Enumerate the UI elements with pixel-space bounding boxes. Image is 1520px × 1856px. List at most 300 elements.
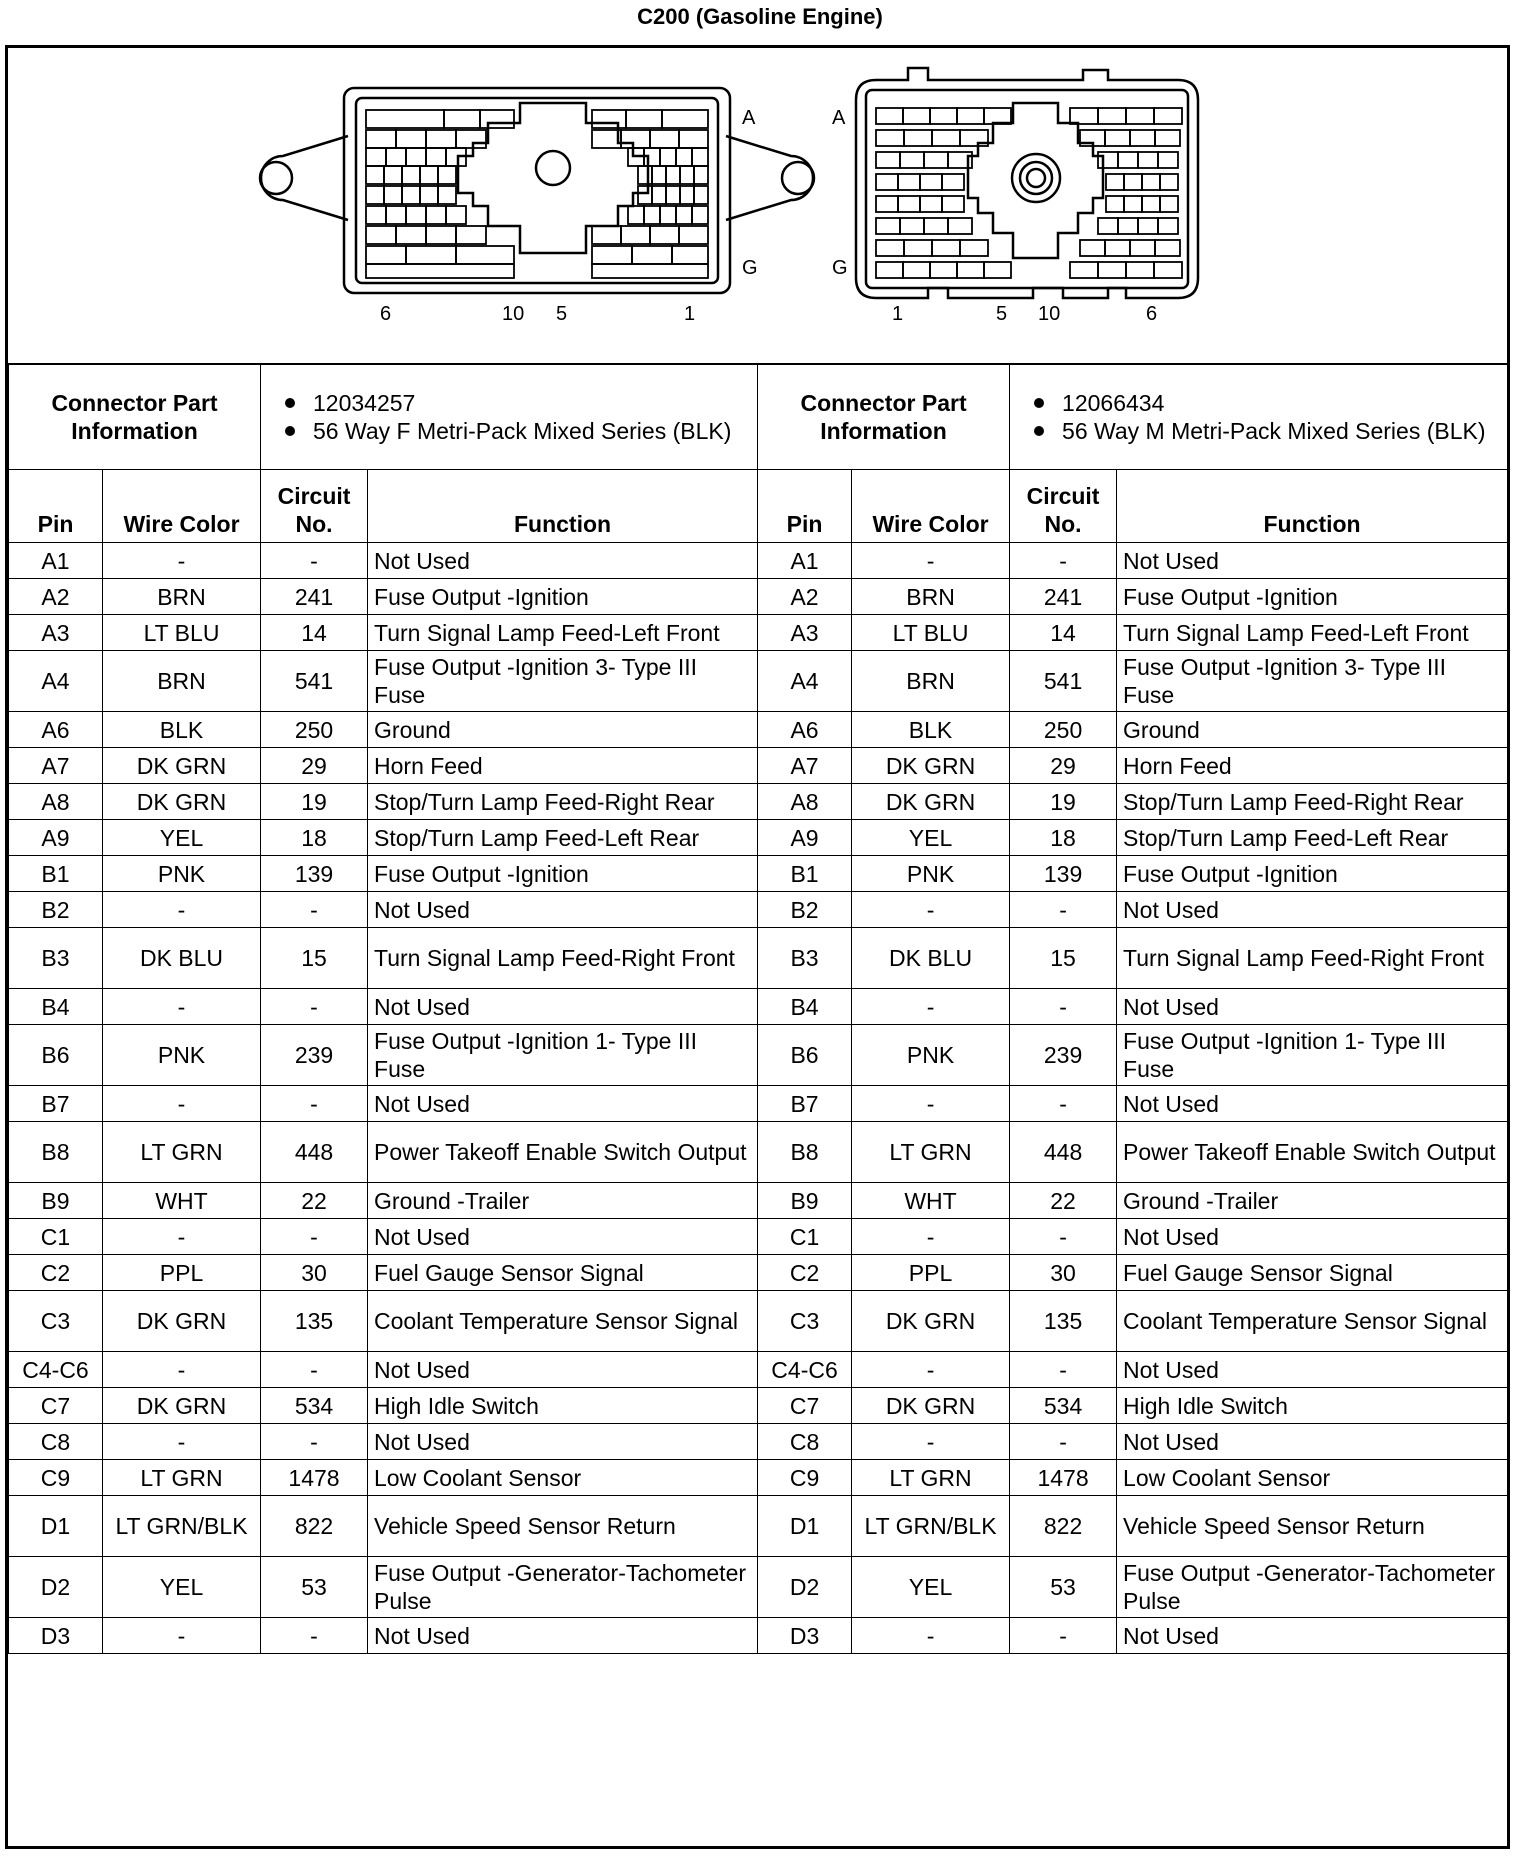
left-pin-label-1: 1 (684, 303, 696, 325)
connector-cavity (366, 148, 386, 166)
connector-cavity (876, 174, 898, 190)
table-row (9, 543, 1508, 579)
pin-cell: B2 (9, 892, 103, 928)
connector-cavity (680, 166, 694, 184)
connector-cavity (396, 130, 426, 148)
connector-diagram-area (8, 48, 1507, 365)
pin-cell: A4 (9, 651, 103, 712)
wire-color-cell: - (852, 1352, 1010, 1388)
circuit-cell: 22 (261, 1183, 368, 1219)
connector-cavity (1098, 152, 1118, 168)
pin-cell: B7 (758, 1086, 852, 1122)
circuit-cell: 1478 (1010, 1460, 1117, 1496)
pin-cell: B4 (9, 989, 103, 1025)
function-cell: Not Used (368, 989, 758, 1025)
pin-cell: B8 (9, 1122, 103, 1183)
circuit-cell: - (261, 1219, 368, 1255)
connector-cavity (402, 186, 420, 204)
connector-cavity (1154, 262, 1182, 278)
pin-cell: D2 (758, 1557, 852, 1618)
pin-cell: A1 (758, 543, 852, 579)
circuit-cell: 135 (1010, 1291, 1117, 1352)
wire-color-cell: - (852, 989, 1010, 1025)
connector-cavity (650, 226, 679, 244)
connector-cavity (1080, 240, 1105, 256)
circuit-cell: 534 (261, 1388, 368, 1424)
left-row-label-a: A (742, 107, 756, 129)
table-row (9, 1496, 1508, 1557)
function-cell: Turn Signal Lamp Feed-Right Front (368, 928, 758, 989)
table-row (9, 1122, 1508, 1183)
connector-cavity (679, 226, 708, 244)
connector-cavity (386, 148, 406, 166)
right-pin-label-1: 1 (892, 303, 904, 325)
bullet-icon (285, 398, 295, 408)
wire-color-cell: LT GRN/BLK (852, 1496, 1010, 1557)
wire-color-cell: BLK (103, 712, 261, 748)
circuit-cell: - (261, 892, 368, 928)
wire-color-cell: - (103, 1219, 261, 1255)
pin-cell: C3 (758, 1291, 852, 1352)
connector-cavity (662, 110, 708, 128)
connector-cavity (406, 246, 456, 264)
function-cell: Not Used (368, 1352, 758, 1388)
circuit-cell: 139 (261, 856, 368, 892)
circuit-cell: 19 (1010, 784, 1117, 820)
pin-cell: A6 (758, 712, 852, 748)
page-title: C200 (Gasoline Engine) (637, 4, 883, 29)
connector-cavity (904, 130, 932, 146)
table-row (9, 892, 1508, 928)
pin-cell: C4-C6 (9, 1352, 103, 1388)
function-cell: Power Takeoff Enable Switch Output (1117, 1122, 1508, 1183)
pin-cell: C8 (9, 1424, 103, 1460)
table-row (9, 784, 1508, 820)
wire-color-cell: BRN (852, 651, 1010, 712)
circuit-cell: 18 (261, 820, 368, 856)
left-connector-drawing (260, 88, 814, 293)
table-row (9, 1424, 1508, 1460)
connector-cavity (1142, 174, 1160, 190)
connector-cavity (592, 130, 621, 148)
pin-cell: D3 (9, 1618, 103, 1654)
connector-cavity (1098, 218, 1118, 234)
connector-cavity (904, 240, 932, 256)
table-row (9, 1460, 1508, 1496)
wire-color-cell: - (852, 1219, 1010, 1255)
function-cell: Horn Feed (1117, 748, 1508, 784)
function-cell: Ground -Trailer (1117, 1183, 1508, 1219)
wire-color-cell: DK GRN (103, 748, 261, 784)
wire-color-cell: PNK (103, 856, 261, 892)
function-cell: Coolant Temperature Sensor Signal (1117, 1291, 1508, 1352)
connector-cavity (366, 166, 384, 184)
pin-cell: C1 (758, 1219, 852, 1255)
connector-cavity (942, 174, 964, 190)
connector-cavity (426, 148, 446, 166)
connector-cavity (426, 226, 456, 244)
right-row-label-g: G (832, 257, 848, 279)
connector-diagram (8, 48, 1507, 363)
function-cell: Fuse Output -Ignition (368, 579, 758, 615)
connector-cavity (876, 240, 904, 256)
wire-color-cell: - (103, 1086, 261, 1122)
function-cell: Not Used (1117, 1618, 1508, 1654)
connector-cavity (1126, 108, 1154, 124)
connector-cavity (898, 174, 920, 190)
table-row (9, 1352, 1508, 1388)
pinout-table (8, 363, 1508, 1654)
right-pin-label-5: 5 (996, 303, 1008, 325)
header-pin: Pin (758, 470, 852, 543)
header-wire-color: Wire Color (103, 470, 261, 543)
function-cell: Low Coolant Sensor (1117, 1460, 1508, 1496)
connector-cavity (900, 152, 924, 168)
connector-cavity (438, 166, 456, 184)
circuit-cell: 29 (1010, 748, 1117, 784)
column-header-row (9, 470, 1508, 543)
table-row (9, 1291, 1508, 1352)
wire-color-cell: LT GRN (852, 1460, 1010, 1496)
pin-cell: D1 (758, 1496, 852, 1557)
connector-cavity (1118, 218, 1138, 234)
pin-cell: B1 (758, 856, 852, 892)
connector-cavity (876, 130, 904, 146)
pin-cell: A2 (9, 579, 103, 615)
circuit-cell: - (261, 989, 368, 1025)
left-pin-label-6: 6 (380, 303, 392, 325)
function-cell: Not Used (1117, 892, 1508, 928)
pin-cell: A3 (9, 615, 103, 651)
function-cell: Not Used (368, 1424, 758, 1460)
connector-cavity (438, 186, 456, 204)
table-row (9, 820, 1508, 856)
left-row-label-g: G (742, 257, 758, 279)
connector-info-row (9, 364, 1508, 470)
connector-cavity (1105, 240, 1130, 256)
connector-cavity (396, 226, 426, 244)
connector-cavity (1154, 108, 1182, 124)
circuit-cell: 250 (1010, 712, 1117, 748)
connector-cavity (679, 130, 708, 148)
connector-cavity (406, 206, 426, 224)
connector-cavity (1106, 174, 1124, 190)
circuit-cell: 541 (1010, 651, 1117, 712)
connector-cavity (1070, 262, 1098, 278)
wire-color-cell: LT GRN (103, 1122, 261, 1183)
pin-cell: B2 (758, 892, 852, 928)
pin-cell: C7 (9, 1388, 103, 1424)
connector-cavity (903, 108, 930, 124)
function-cell: Horn Feed (368, 748, 758, 784)
circuit-cell: 250 (261, 712, 368, 748)
function-cell: Not Used (1117, 1219, 1508, 1255)
right-pin-label-6: 6 (1146, 303, 1158, 325)
circuit-cell: - (261, 1086, 368, 1122)
connector-cavity (960, 240, 988, 256)
connector-cavity (920, 174, 942, 190)
wire-color-cell: - (852, 892, 1010, 928)
connector-cavity (672, 246, 708, 264)
pin-cell: A7 (758, 748, 852, 784)
bullet-icon (285, 426, 295, 436)
right-info-part-number: 12066434 (1016, 389, 1501, 417)
connector-cavity (984, 262, 1011, 278)
function-cell: Ground (368, 712, 758, 748)
table-row (9, 1618, 1508, 1654)
function-cell: Turn Signal Lamp Feed-Left Front (1117, 615, 1508, 651)
function-cell: Not Used (368, 1219, 758, 1255)
connector-cavity (1070, 108, 1098, 124)
circuit-cell: 541 (261, 651, 368, 712)
pin-cell: C2 (9, 1255, 103, 1291)
function-cell: Coolant Temperature Sensor Signal (368, 1291, 758, 1352)
right-row-label-a: A (832, 107, 846, 129)
wire-color-cell: - (852, 1424, 1010, 1460)
circuit-cell: 22 (1010, 1183, 1117, 1219)
wire-color-cell: BRN (103, 651, 261, 712)
header-function: Function (368, 470, 758, 543)
function-cell: Fuse Output -Ignition 3- Type III Fuse (1117, 651, 1508, 712)
circuit-cell: - (261, 1618, 368, 1654)
connector-cavity (1160, 196, 1178, 212)
function-cell: Not Used (1117, 1086, 1508, 1122)
pin-cell: D1 (9, 1496, 103, 1557)
function-cell: High Idle Switch (1117, 1388, 1508, 1424)
circuit-cell: 822 (1010, 1496, 1117, 1557)
circuit-cell: 241 (261, 579, 368, 615)
connector-cavity (652, 166, 666, 184)
wire-color-cell: - (852, 1618, 1010, 1654)
circuit-cell: 139 (1010, 856, 1117, 892)
function-cell: Not Used (1117, 1424, 1508, 1460)
circuit-cell: 14 (1010, 615, 1117, 651)
connector-cavity (626, 110, 662, 128)
connector-cavity (644, 206, 660, 224)
connector-cavity (660, 148, 676, 166)
right-connector-info (1010, 364, 1508, 470)
left-pin-label-5: 5 (556, 303, 568, 325)
function-cell: Power Takeoff Enable Switch Output (368, 1122, 758, 1183)
connector-frame (5, 45, 1510, 1849)
function-cell: Ground (1117, 712, 1508, 748)
table-row (9, 748, 1508, 784)
left-info-description: 56 Way F Metri-Pack Mixed Series (BLK) (267, 417, 751, 445)
connector-cavity (1155, 240, 1180, 256)
wire-color-cell: BLK (852, 712, 1010, 748)
function-cell: Stop/Turn Lamp Feed-Right Rear (1117, 784, 1508, 820)
connector-cavity (652, 186, 666, 204)
wire-color-cell: PNK (852, 1025, 1010, 1086)
connector-cavity (366, 246, 406, 264)
wire-color-cell: PPL (103, 1255, 261, 1291)
connector-cavity (402, 166, 420, 184)
circuit-cell: - (1010, 1086, 1117, 1122)
connector-cavity (592, 110, 626, 128)
connector-cavity (930, 262, 957, 278)
connector-cavity (1106, 196, 1124, 212)
circuit-cell: 135 (261, 1291, 368, 1352)
function-cell: Not Used (1117, 543, 1508, 579)
connector-cavity (924, 152, 948, 168)
wire-color-cell: PPL (852, 1255, 1010, 1291)
table-row (9, 1183, 1508, 1219)
right-connector-drawing (856, 68, 1198, 298)
connector-cavity (446, 206, 466, 224)
pin-cell: B1 (9, 856, 103, 892)
connector-cavity (1130, 130, 1155, 146)
connector-cavity (406, 148, 426, 166)
table-row (9, 856, 1508, 892)
function-cell: Low Coolant Sensor (368, 1460, 758, 1496)
connector-cavity (420, 166, 438, 184)
function-cell: Turn Signal Lamp Feed-Left Front (368, 615, 758, 651)
wire-color-cell: - (852, 543, 1010, 579)
pin-cell: C2 (758, 1255, 852, 1291)
circuit-cell: 30 (261, 1255, 368, 1291)
connector-cavity (366, 110, 444, 128)
left-info-part-number: 12034257 (267, 389, 751, 417)
function-cell: Not Used (368, 543, 758, 579)
wire-color-cell: YEL (103, 1557, 261, 1618)
connector-cavity (660, 206, 676, 224)
pin-cell: C3 (9, 1291, 103, 1352)
connector-cavity (1126, 262, 1154, 278)
function-cell: Stop/Turn Lamp Feed-Right Rear (368, 784, 758, 820)
connector-cavity (876, 196, 898, 212)
circuit-cell: 239 (261, 1025, 368, 1086)
circuit-cell: 53 (261, 1557, 368, 1618)
function-cell: Ground -Trailer (368, 1183, 758, 1219)
wire-color-cell: DK GRN (852, 748, 1010, 784)
wire-color-cell: PNK (103, 1025, 261, 1086)
pin-cell: D3 (758, 1618, 852, 1654)
connector-cavity (692, 206, 708, 224)
pin-cell: B3 (9, 928, 103, 989)
circuit-cell: 822 (261, 1496, 368, 1557)
circuit-cell: - (1010, 989, 1117, 1025)
pin-cell: B4 (758, 989, 852, 1025)
wire-color-cell: BRN (852, 579, 1010, 615)
function-cell: Stop/Turn Lamp Feed-Left Rear (1117, 820, 1508, 856)
connector-cavity (1098, 262, 1126, 278)
function-cell: Fuel Gauge Sensor Signal (1117, 1255, 1508, 1291)
header-circuit: Circuit No. (261, 470, 368, 543)
function-cell: Vehicle Speed Sensor Return (368, 1496, 758, 1557)
connector-cavity (876, 152, 900, 168)
wire-color-cell: WHT (103, 1183, 261, 1219)
connector-cavity (932, 130, 960, 146)
connector-cavity (957, 108, 984, 124)
function-cell: Fuse Output -Ignition (368, 856, 758, 892)
connector-cavity (666, 186, 680, 204)
wire-color-cell: YEL (103, 820, 261, 856)
wire-color-cell: - (103, 543, 261, 579)
connector-cavity (694, 166, 708, 184)
connector-cavity (621, 226, 650, 244)
wire-color-cell: - (852, 1086, 1010, 1122)
wire-color-cell: DK GRN (103, 1388, 261, 1424)
function-cell: Fuse Output -Generator-Tachometer Pulse (368, 1557, 758, 1618)
connector-cavity (900, 218, 924, 234)
circuit-cell: 53 (1010, 1557, 1117, 1618)
table-row (9, 579, 1508, 615)
table-row (9, 1219, 1508, 1255)
pin-cell: C8 (758, 1424, 852, 1460)
circuit-cell: 448 (261, 1122, 368, 1183)
function-cell: Not Used (1117, 989, 1508, 1025)
table-row (9, 651, 1508, 712)
circuit-cell: 448 (1010, 1122, 1117, 1183)
pin-cell: B3 (758, 928, 852, 989)
connector-cavity (1155, 130, 1180, 146)
pin-cell: A1 (9, 543, 103, 579)
circuit-cell: 29 (261, 748, 368, 784)
wire-color-cell: - (103, 989, 261, 1025)
pin-cell: A7 (9, 748, 103, 784)
connector-cavity (1124, 174, 1142, 190)
function-cell: High Idle Switch (368, 1388, 758, 1424)
pin-cell: B9 (9, 1183, 103, 1219)
pin-cell: A8 (9, 784, 103, 820)
connector-cavity (1138, 152, 1158, 168)
connector-cavity (592, 246, 632, 264)
connector-cavity (426, 206, 446, 224)
connector-cavity (480, 110, 514, 128)
function-cell: Vehicle Speed Sensor Return (1117, 1496, 1508, 1557)
wire-color-cell: LT BLU (852, 615, 1010, 651)
table-row (9, 928, 1508, 989)
wire-color-cell: LT GRN (103, 1460, 261, 1496)
circuit-cell: - (1010, 1618, 1117, 1654)
connector-cavity (366, 264, 514, 278)
pin-cell: C9 (9, 1460, 103, 1496)
function-cell: Fuse Output -Ignition 3- Type III Fuse (368, 651, 758, 712)
wire-color-cell: BRN (103, 579, 261, 615)
circuit-cell: - (1010, 1219, 1117, 1255)
connector-cavity (1142, 196, 1160, 212)
connector-cavity (903, 262, 930, 278)
pin-cell: C7 (758, 1388, 852, 1424)
function-cell: Not Used (368, 892, 758, 928)
pin-cell: C4-C6 (758, 1352, 852, 1388)
right-pin-label-10: 10 (1038, 303, 1061, 325)
circuit-cell: - (261, 1424, 368, 1460)
table-row (9, 1388, 1508, 1424)
connector-cavity (366, 206, 386, 224)
connector-cavity (680, 186, 694, 204)
pin-cell: C1 (9, 1219, 103, 1255)
pin-cell: A9 (9, 820, 103, 856)
wire-color-cell: DK GRN (103, 784, 261, 820)
wire-color-cell: PNK (852, 856, 1010, 892)
wire-color-cell: LT GRN (852, 1122, 1010, 1183)
circuit-cell: - (261, 543, 368, 579)
circuit-cell: - (1010, 892, 1117, 928)
wire-color-cell: LT BLU (103, 615, 261, 651)
pin-cell: B6 (758, 1025, 852, 1086)
wire-color-cell: WHT (852, 1183, 1010, 1219)
circuit-cell: 15 (1010, 928, 1117, 989)
pin-cell: B8 (758, 1122, 852, 1183)
table-row (9, 989, 1508, 1025)
connector-cavity (628, 206, 644, 224)
circuit-cell: 15 (261, 928, 368, 989)
wire-color-cell: - (103, 1424, 261, 1460)
connector-cavity (676, 206, 692, 224)
wire-color-cell: - (103, 1352, 261, 1388)
wire-color-cell: DK GRN (852, 784, 1010, 820)
